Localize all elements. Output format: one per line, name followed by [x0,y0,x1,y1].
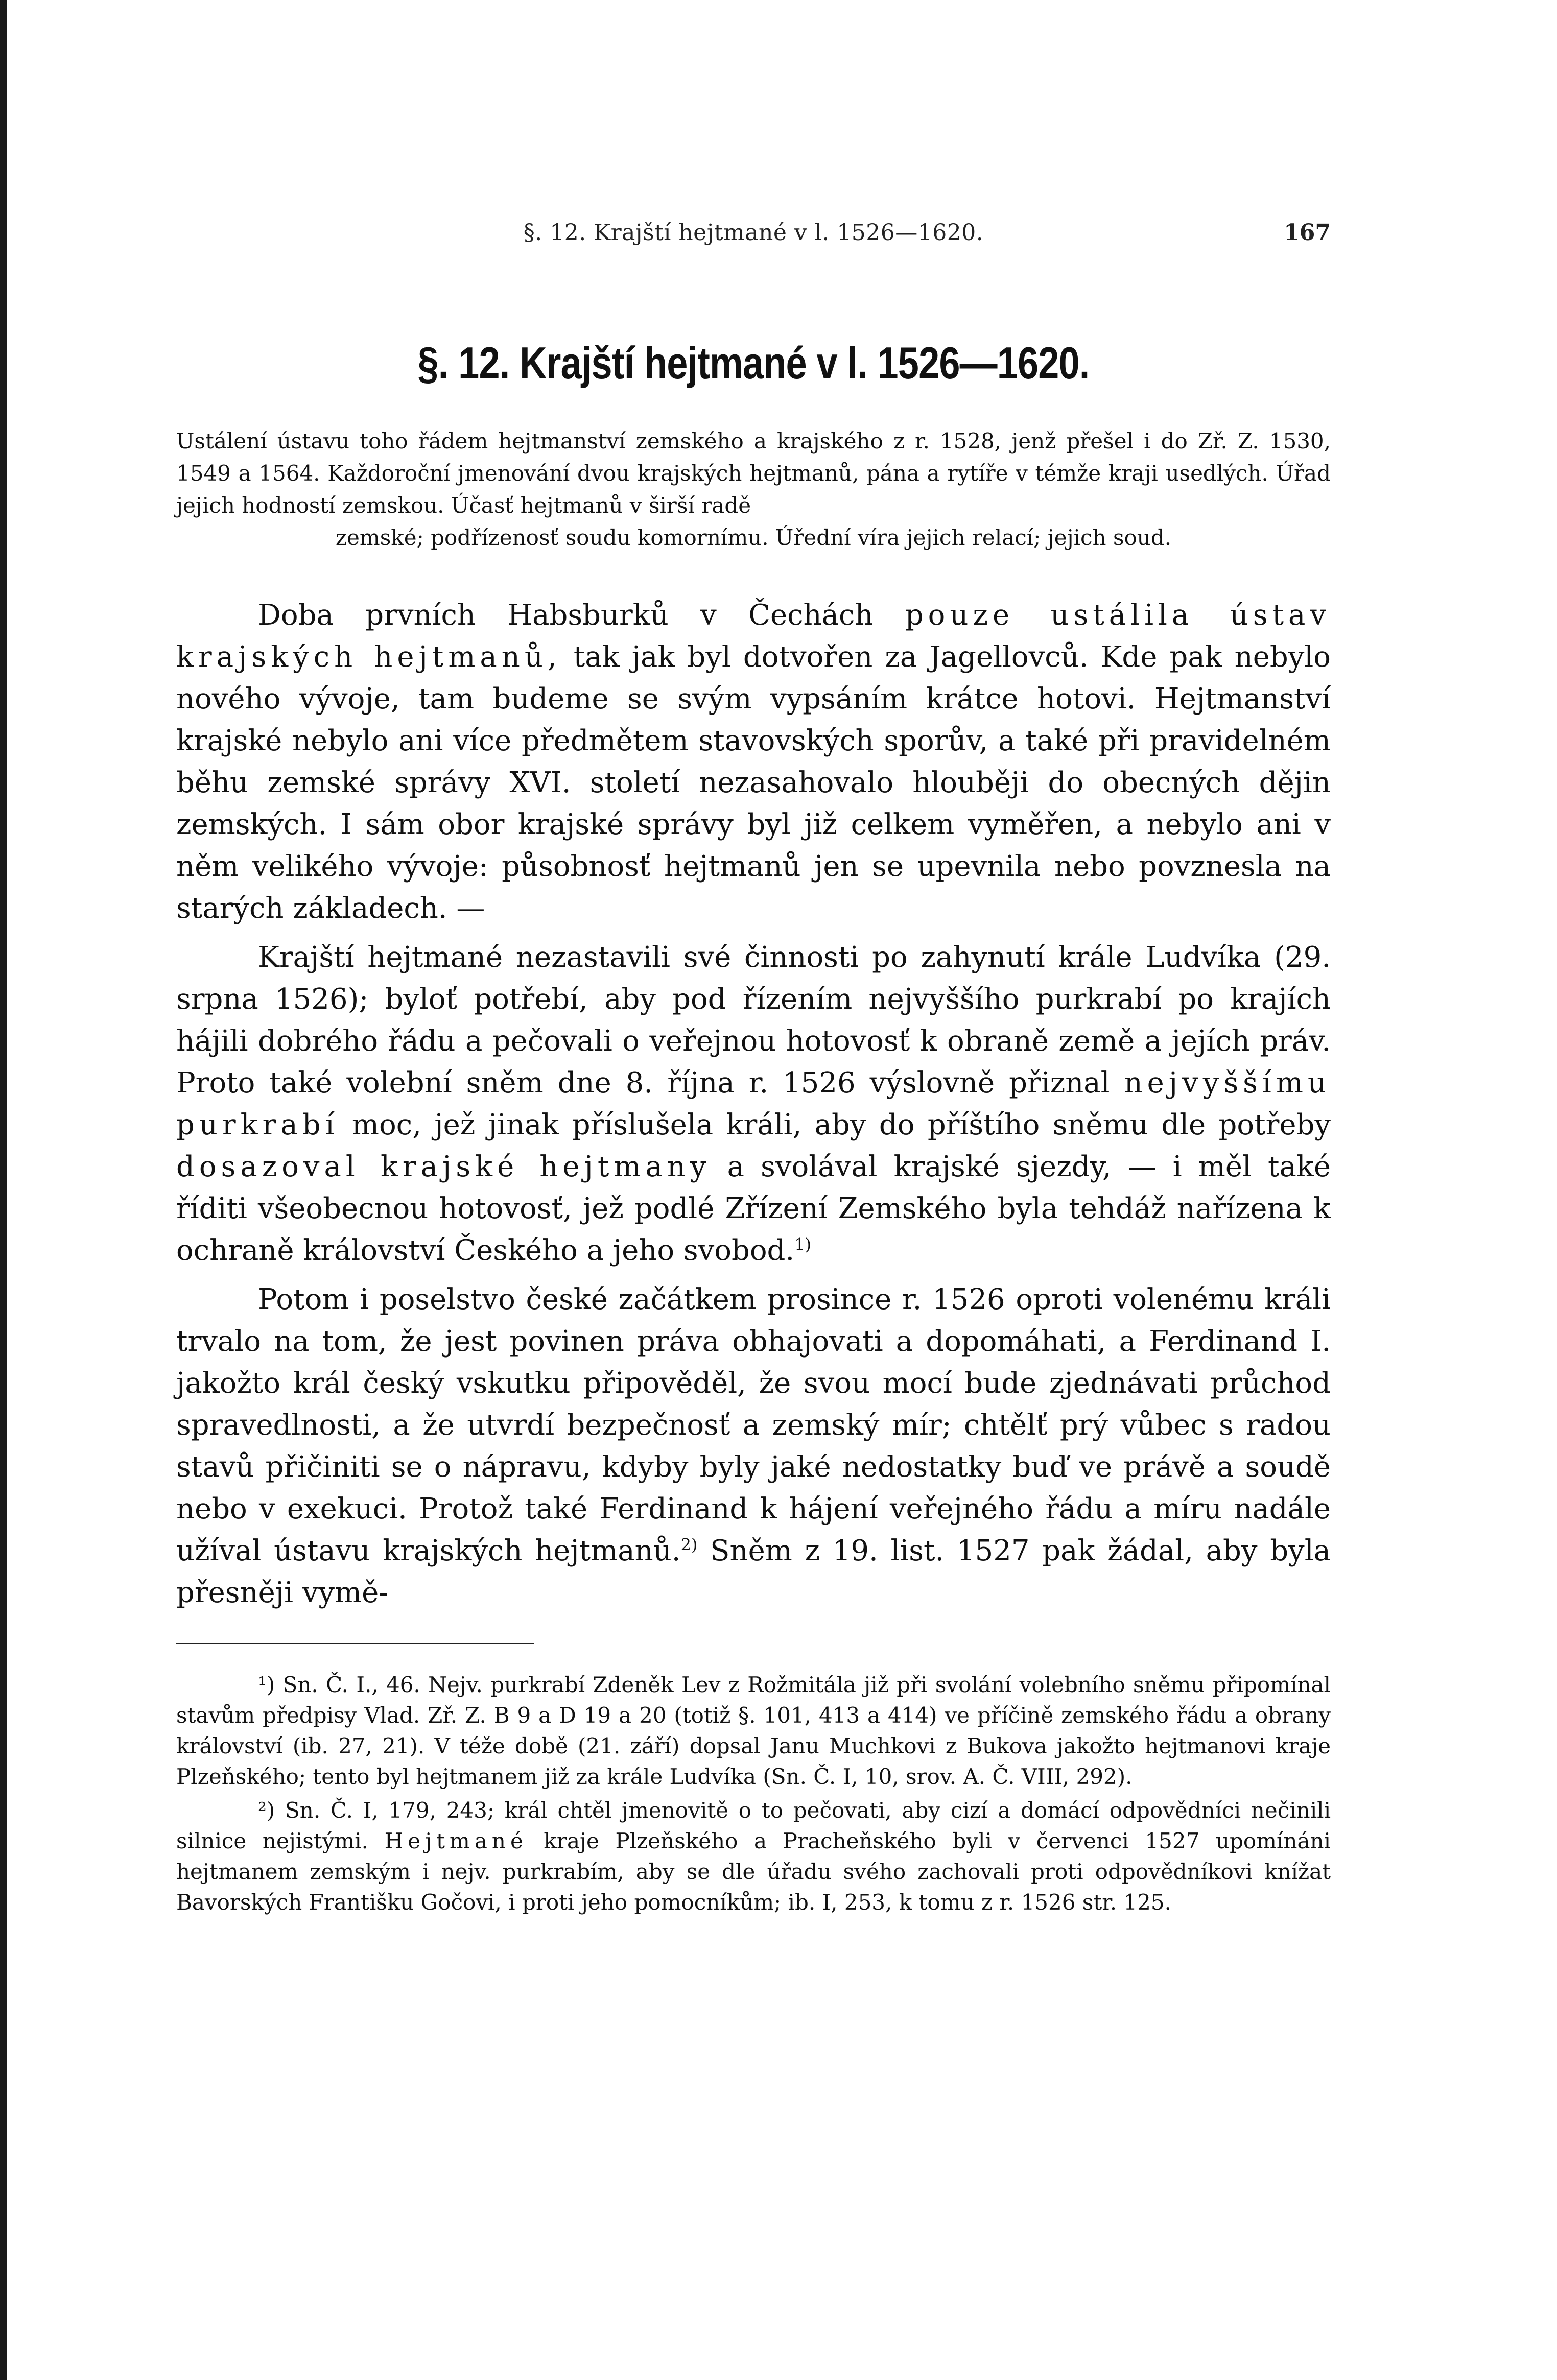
spaced-emphasis: dosazoval krajské hejtmany [176,1150,711,1183]
body-text [176,594,1331,1614]
text-run: Doba prvních Habsburků v Čechách [258,599,905,632]
footnote-1 [176,1670,1331,1792]
scan-edge [0,0,7,2380]
spaced-emphasis: pouze ustálila ústav krajských hejtmanů, [176,599,1331,674]
section-summary [176,425,1331,554]
spaced-emphasis: nejvyššímu purkrabí [176,1066,1331,1141]
footnote-text: Sn. Č. I, 179, 243; král chtěl jmenovitě o to pečovati, aby cizí a domácí odpovědníci nečinili silnice nejistými. [176,1798,1331,1853]
running-head [176,215,1331,255]
text-run: Krajští hejtmané nezastavili své činnosti po zahynutí krále Ludvíka (29. srpna 1526); byloť potřebí, aby pod řízením nejvyššího purkrabí po krajích hájili dobrého řádu a pečovali o veřejnou hotovosť k obraně země a jejích práv. Proto také volební sněm dne 8. října r. 1526 výslovně přiznal [176,941,1331,1100]
text-run: Potom i poselstvo české začátkem prosince r. 1526 oproti volenému králi trvalo na tom, že jest povinen práva obhajovati a dopomáhati, a Ferdinand I. jakožto král český vskutku připověděl, že svou mocí bude zjednávati průchod spravedlnosti, a že utvrdí bezpečnosť a zemský mír; chtělť prý vůbec s radou stavů přičiniti se o nápravu, kdyby byly jaké nedostatky buď ve právě a soudě nebo v exekuci. Protož také Ferdinand k hájení veřejného řádu a míru nadále užíval ústavu krajských hejtmanů. [176,1283,1331,1567]
summary-text-last-line: zemské; podřízenosť soudu komornímu. Úřední víra jejich relací; jejich soud. [335,525,1172,550]
text-run: tak jak byl dotvořen za Jagellovců. Kde pak nebylo nového vývoje, tam budeme se svým vypsáním krátce hotovi. Hejtmanství krajské nebylo ani více předmětem stavovských sporův, a také při pravidelném běhu zemské správy XVI. století nezasahovalo hlouběji do obecných dějin zemských. I sám obor krajské správy byl již celkem vyměřen, a nebylo ani v něm velikého vývoje: působnosť hejtmanů jen se upevnila nebo povznesla na starých základech. — [176,640,1331,925]
section-heading: §. 12. Krajští hejtmané v l. 1526—1620. [417,338,1090,388]
paragraph-1 [176,594,1331,930]
running-title: §. 12. Krajští hejtmané v l. 1526—1620. [523,220,984,246]
footnote-ref-2[interactable]: 2) [680,1535,698,1555]
paragraph-2 [176,937,1331,1272]
footnote-text: kraje Plzeňského a Pracheňského byli v červenci 1527 upomínáni hejtmanem zemským i nejv. purkrabím, aby se dle úřadu svého zachovali proti odpovědníkovi knížat Bavorských Františku Gočovi, i proti jeho pomocníkům; ib. I, 253, k tomu z r. 1526 str. 125. [176,1828,1331,1915]
footnote-text: Sn. Č. I., 46. Nejv. purkrabí Zdeněk Lev z Rožmitála již při svolání volebního sněmu připomínal stavům předpisy Vlad. Zř. Z. B 9 a D 19 a 20 (totiž §. 101, 413 a 414) ve příčině zemského řádu a obrany království (ib. 27, 21). V téže době (21. září) dopsal Janu Muchkovi z Bukova jakožto hejtmanovi kraje Plzeňského; tento byl hejtmanem již za krále Ludvíka (Sn. Č. I, 10, srov. A. Č. VIII, 292). [176,1672,1331,1789]
footnote-rule [176,1643,534,1644]
spaced-emphasis: Hejtmané [384,1828,528,1853]
text-run: moc, jež jinak příslušela králi, aby do příštího sněmu dle potřeby [339,1108,1331,1141]
page-number: 167 [1284,220,1331,246]
footnote-2 [176,1795,1331,1918]
book-page [176,215,1331,1921]
footnotes [176,1670,1331,1918]
footnote-mark: ¹) [258,1672,275,1697]
text-run: Sněm z 19. list. 1527 pak žádal, aby byla přesněji vymě- [176,1534,1331,1609]
footnote-ref-1[interactable]: 1) [794,1234,812,1254]
footnote-mark: ²) [258,1798,275,1823]
text-run: a svolával krajské sjezdy, — i měl také říditi všeobecnou hotovosť, jež podlé Zřízení Zemského byla tehdáž nařízena k ochraně království Českého a jeho svobod. [176,1150,1331,1267]
summary-text: Ustálení ústavu toho řádem hejtmanství zemského a krajského z r. 1528, jenž přešel i do Zř. Z. 1530, 1549 a 1564. Každoroční jmenování dvou krajských hejtmanů, pána a rytíře v témže kraji usedlých. Úřad jejich hodností zemskou. Účasť hejtmanů v širší radě [176,429,1331,518]
paragraph-3 [176,1279,1331,1614]
